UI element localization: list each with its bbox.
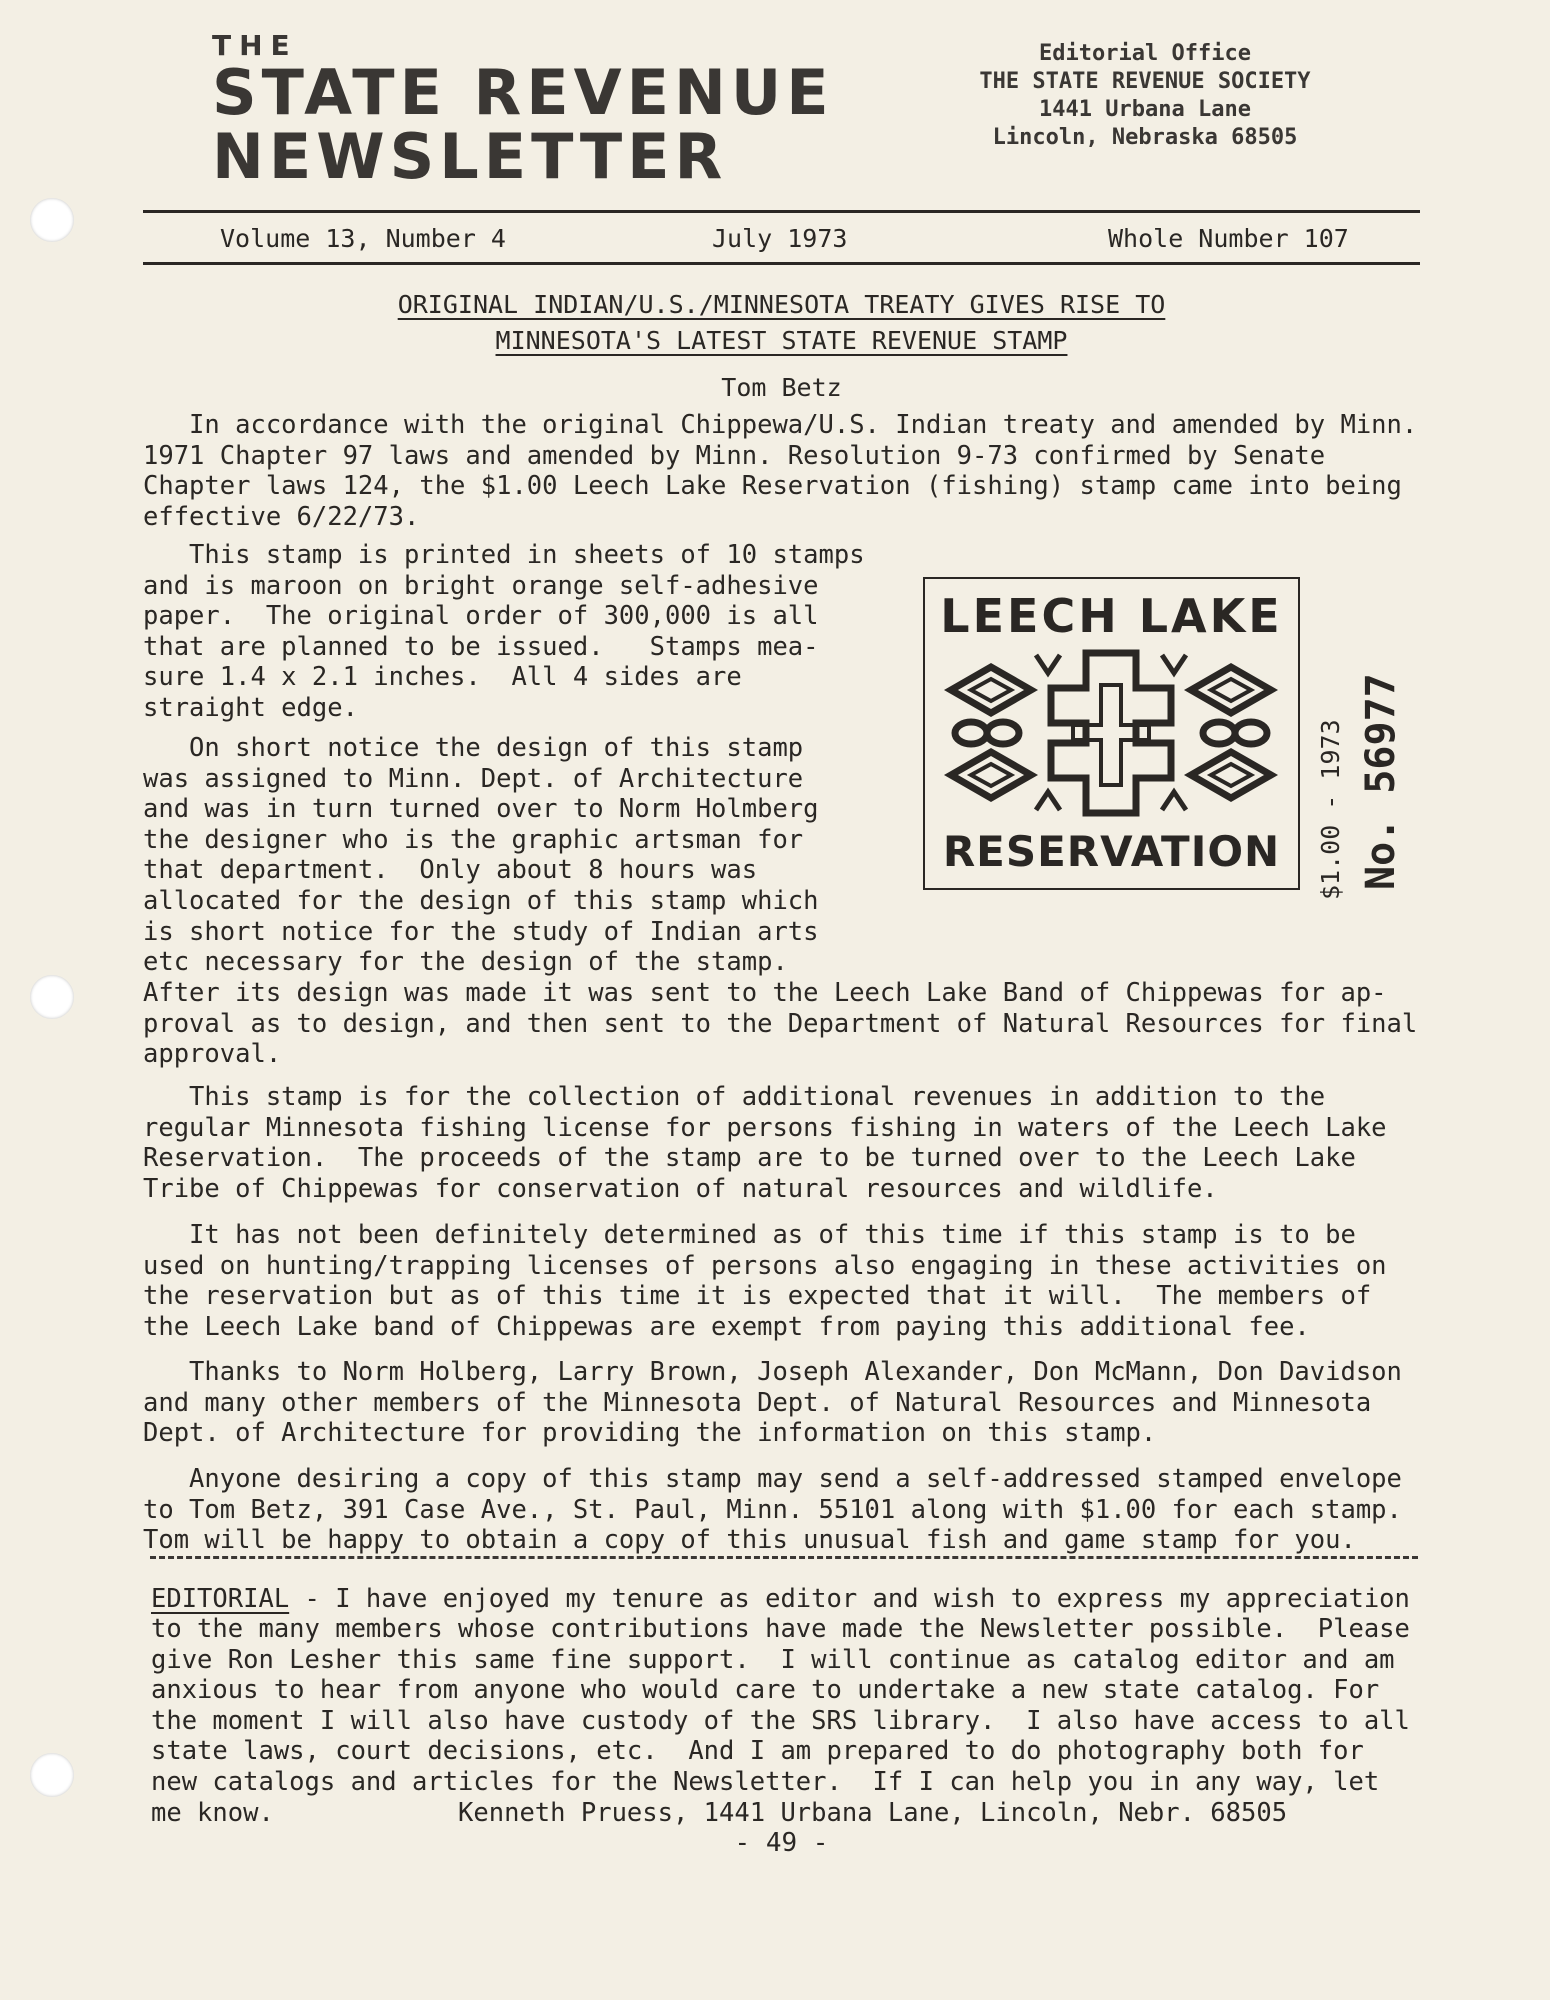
paragraph-7: Anyone desiring a copy of this stamp may send a self-addressed stamped envelope to Tom Betz, 391 Case Ave., St. Paul, Minn. 55101 along with $1.00 for each stamp. Tom will be happy to obtain a copy of this unusual fish and game stamp for you.: [143, 1464, 1402, 1556]
headline-line2: [143, 326, 1420, 355]
paragraph-2: This stamp is printed in sheets of 10 stamps and is maroon on bright orange self-adhesive paper. The original order of 300,000 is all that are planned to be issued. Stamps mea- sure 1.4 x 2.1 inches. All 4 sides are straight edge.: [143, 540, 865, 723]
editorial-office: [915, 40, 1375, 152]
leech-lake-stamp: [923, 577, 1300, 890]
office-line3: 1441 Urbana Lane: [1039, 97, 1251, 122]
issue-date: July 1973: [712, 224, 848, 253]
punch-hole: [30, 975, 74, 1019]
issue-rule: [143, 262, 1420, 265]
masthead-the: THE: [212, 29, 298, 62]
paragraph-3: On short notice the design of this stamp was assigned to Minn. Dept. of Architecture and was in turn turned over to Norm Holmberg the designer who is the graphic artsman for that department. Only about 8 hours was allocated for the design of this stamp which is short notice for the study of Indian arts etc necessary for the design of the stamp.: [143, 733, 819, 978]
paragraph-6: Thanks to Norm Holberg, Larry Brown, Joseph Alexander, Don McMann, Don Davidson and many other members of the Minnesota Dept. of Natural Resources and Minnesota Dept. of Architecture for providing the information on this stamp.: [143, 1357, 1402, 1449]
editorial-first-line-text: - I have enjoyed my tenure as editor and wish to express my appreciation: [289, 1584, 1410, 1614]
punch-hole: [30, 1753, 74, 1797]
headline-line2-text: MINNESOTA'S LATEST STATE REVENUE STAMP: [495, 326, 1068, 355]
office-line1: Editorial Office: [1039, 41, 1251, 66]
top-rule: [143, 210, 1420, 213]
masthead: [212, 29, 834, 193]
article-author: Tom Betz: [721, 373, 842, 402]
stamp-pattern-icon: [941, 645, 1281, 820]
masthead-line2: NEWSLETTER: [212, 120, 728, 193]
section-divider: [150, 1556, 1418, 1559]
page-number: - 49 -: [734, 1828, 829, 1858]
editorial-body: to the many members whose contributions have made the Newsletter possible. Please give Ron Lesher this same fine support. I will continue as catalog editor and am anxious to hear from anyone who would care to undertake a new state catalog. For the moment I will also have custody of the SRS library. I also have access to all state laws, court decisions, etc. And I am prepared to do photography both for new catalogs and articles for the Newsletter. If I can help you in any way, let me know. Kenneth Pruess, 1441 Urbana Lane, Lincoln, Nebr. 68505: [151, 1614, 1410, 1828]
editorial-label: EDITORIAL: [151, 1584, 290, 1614]
headline-line1-text: ORIGINAL INDIAN/U.S./MINNESOTA TREATY GIVES RISE TO: [397, 290, 1166, 319]
office-line2: THE STATE REVENUE SOCIETY: [979, 69, 1311, 94]
headline-line1: [143, 290, 1420, 319]
stamp-top-word: LEECH LAKE: [940, 589, 1283, 643]
stamp-bottom-word: RESERVATION: [942, 827, 1281, 876]
paragraph-3-continued: After its design was made it was sent to the Leech Lake Band of Chippewas for ap- proval as to design, and then sent to the Department of Natural Resources for final approval.: [143, 978, 1418, 1070]
punch-hole: [30, 198, 74, 242]
editorial-first-line: [151, 1584, 1410, 1615]
masthead-line1: STATE REVENUE: [212, 56, 834, 129]
paragraph-5: It has not been definitely determined as of this time if this stamp is to be used on hunting/trapping licenses of persons also engaging in these activities on the reservation but as of this time it is expected that it will. The members of the Leech Lake band of Chippewas are exempt from paying this additional fee.: [143, 1220, 1387, 1342]
issue-volume: Volume 13, Number 4: [220, 224, 506, 253]
stamp-value-date: $1.00 - 1973: [1316, 719, 1345, 900]
paragraph-1: In accordance with the original Chippewa/U.S. Indian treaty and amended by Minn. 1971 Chapter 97 laws and amended by Minn. Resolution 9-73 confirmed by Senate Chapter laws 124, the $1.00 Leech Lake Reservation (fishing) stamp came into being effective 6/22/73.: [143, 410, 1418, 532]
paragraph-4: This stamp is for the collection of additional revenues in addition to the regular Minnesota fishing license for persons fishing in waters of the Leech Lake Reservation. The proceeds of the stamp are to be turned over to the Leech Lake Tribe of Chippewas for conservation of natural resources and wildlife.: [143, 1082, 1387, 1204]
office-line4: Lincoln, Nebraska 68505: [992, 125, 1298, 150]
issue-whole-number: Whole Number 107: [1108, 224, 1349, 253]
stamp-serial-number: No. 56977: [1358, 673, 1404, 890]
